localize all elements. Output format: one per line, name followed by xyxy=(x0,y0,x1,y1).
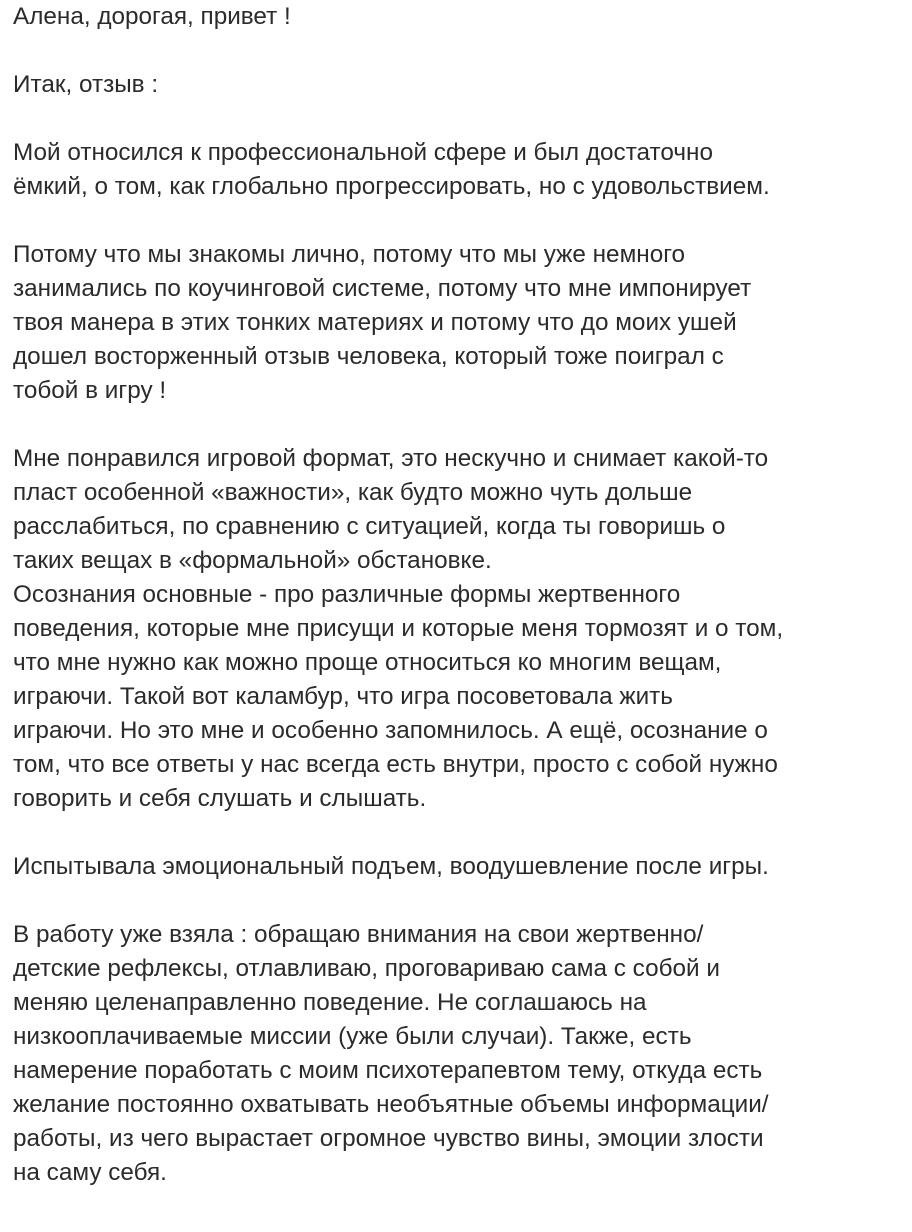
text-line: на саму себя. xyxy=(13,1159,167,1186)
text-line: твоя манера в этих тонких материях и потому что до моих ушей xyxy=(13,309,737,336)
text-line: Потому что мы знакомы лично, потому что мы уже немного xyxy=(13,241,686,268)
text-line: ёмкий, о том, как глобально прогрессировать, но с удовольствием. xyxy=(13,173,770,200)
text-line: тобой в игру ! xyxy=(13,377,167,404)
text-line: Осознания основные - про различные формы жертвенного xyxy=(13,581,681,608)
text-line: низкооплачиваемые миссии (уже были случаи). Также, есть xyxy=(13,1023,692,1050)
text-line: занимались по коучинговой системе, потому что мне импонирует xyxy=(13,275,752,302)
text-line: дошел восторженный отзыв человека, который тоже поиграл с xyxy=(13,343,724,370)
text-line: расслабиться, по сравнению с ситуацией, когда ты говоришь о xyxy=(13,513,726,540)
text-line: что мне нужно как можно проще относиться ко многим вещам, xyxy=(13,649,722,676)
text-line: играючи. Но это мне и особенно запомнилось. А ещё, осознание о xyxy=(13,717,768,744)
paragraph-gap xyxy=(13,204,903,238)
text-line: желание постоянно охватывать необъятные объемы информации/ xyxy=(13,1091,769,1118)
paragraph-gap xyxy=(13,884,903,918)
text-line: работы, из чего вырастает огромное чувство вины, эмоции злости xyxy=(13,1125,764,1152)
paragraph-gap xyxy=(13,408,903,442)
greeting-line: Алена, дорогая, привет ! xyxy=(13,3,291,30)
paragraph-gap xyxy=(13,816,903,850)
text-line: намерение поработать с моим психотерапевтом тему, откуда есть xyxy=(13,1057,763,1084)
text-line: играючи. Такой вот каламбур, что игра посоветовала жить xyxy=(13,683,673,710)
intro-line: Итак, отзыв : xyxy=(13,71,159,98)
text-line: таких вещах в «формальной» обстановке. xyxy=(13,547,492,574)
paragraph-3 xyxy=(13,442,903,816)
text-line: детские рефлексы, отлавливаю, проговариваю сама с собой и xyxy=(13,955,720,982)
text-line: меняю целенаправленно поведение. Не соглашаюсь на xyxy=(13,989,647,1016)
text-line: Мой относился к профессиональной сфере и был достаточно xyxy=(13,139,713,166)
paragraph-gap xyxy=(13,102,903,136)
paragraph-2 xyxy=(13,238,903,408)
text-line: В работу уже взяла : обращаю внимания на свои жертвенно/ xyxy=(13,921,704,948)
paragraph-1 xyxy=(13,136,903,204)
paragraph-gap xyxy=(13,34,903,68)
text-line: пласт особенной «важности», как будто можно чуть дольше xyxy=(13,479,693,506)
paragraph-5 xyxy=(13,918,903,1190)
letter-document xyxy=(13,0,903,1190)
text-line: поведения, которые мне присущи и которые меня тормозят и о том, xyxy=(13,615,784,642)
text-line: том, что все ответы у нас всегда есть внутри, просто с собой нужно xyxy=(13,751,778,778)
text-line: Мне понравился игровой формат, это нескучно и снимает какой-то xyxy=(13,445,769,472)
text-line: говорить и себя слушать и слышать. xyxy=(13,785,427,812)
paragraph-4: Испытывала эмоциональный подъем, воодушевление после игры. xyxy=(13,853,769,880)
